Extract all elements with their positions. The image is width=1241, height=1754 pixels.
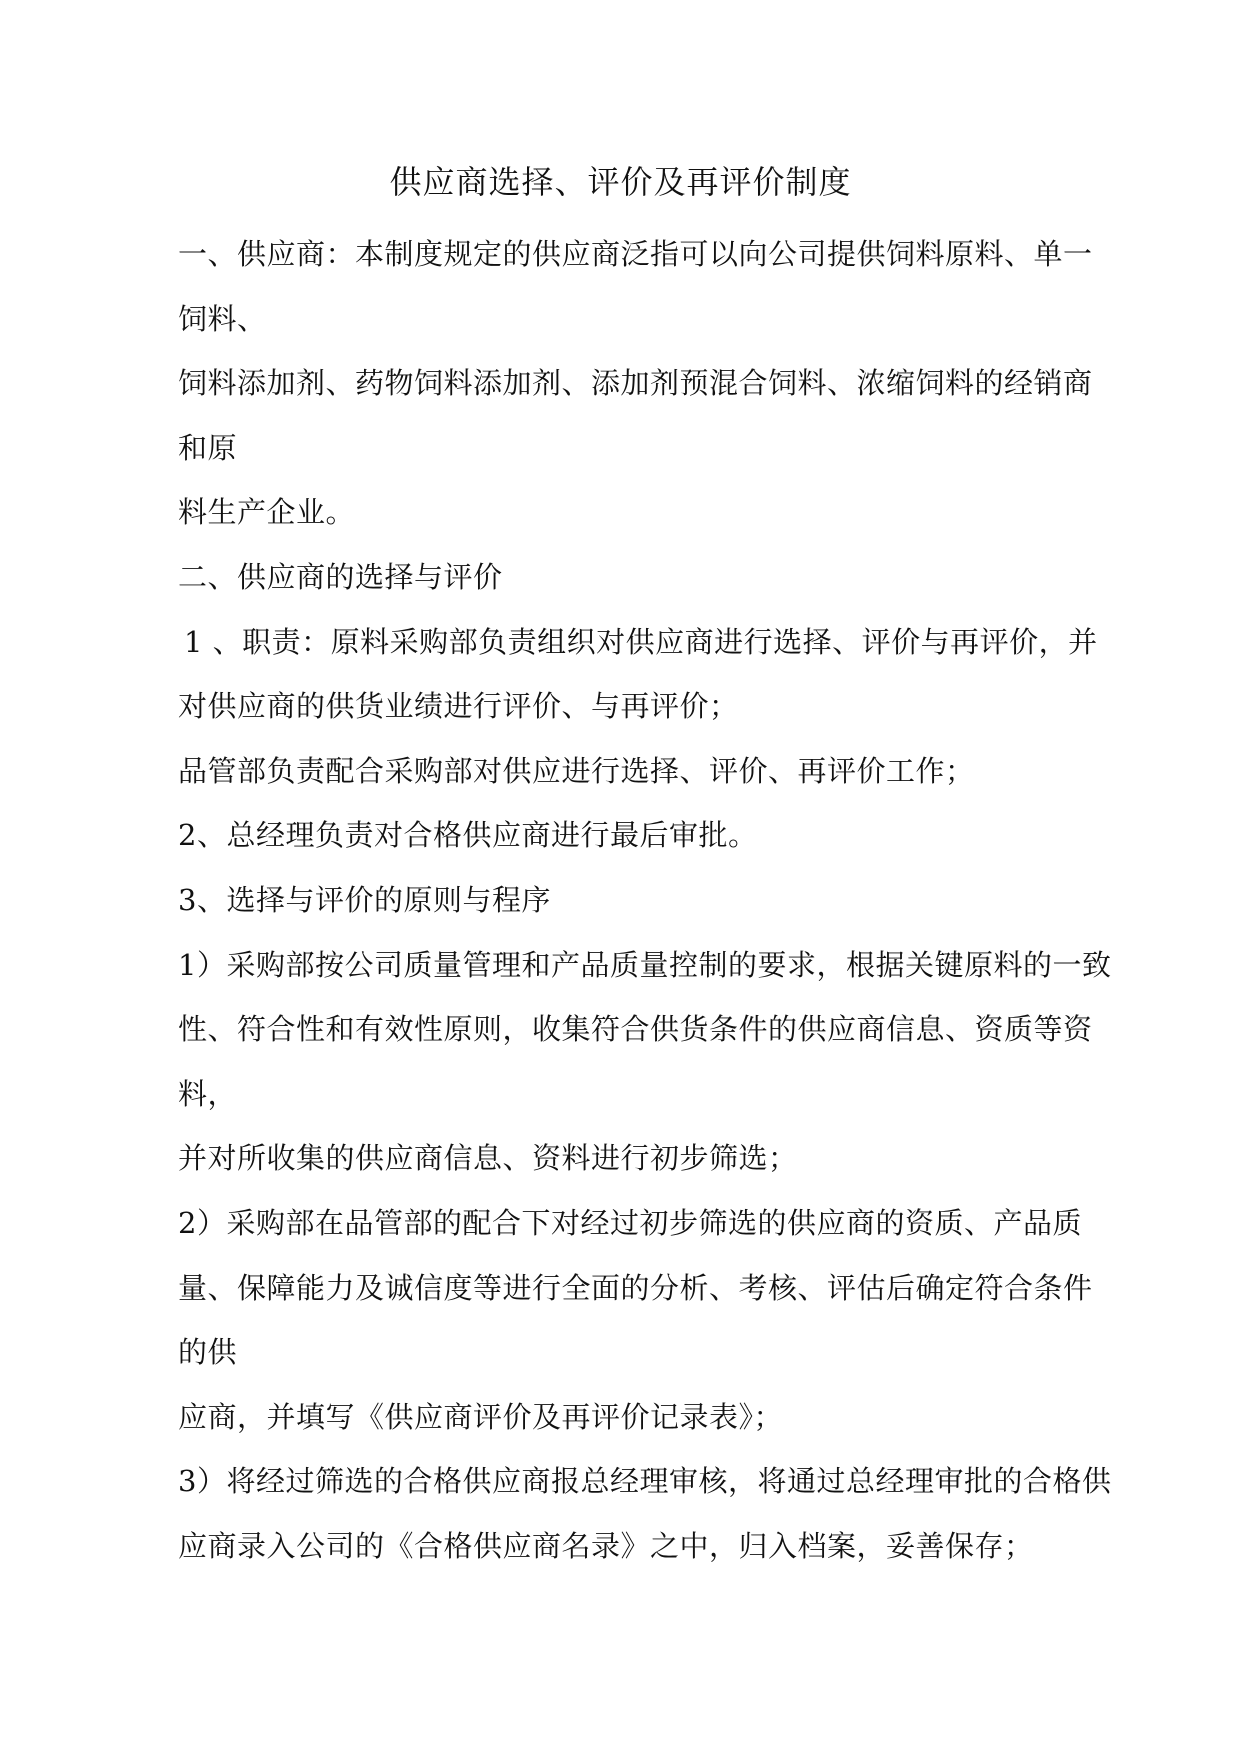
paragraph-line: 1 、职责：原料采购部负责组织对供应商进行选择、评价与再评价，并	[184, 624, 1098, 659]
paragraph-line: 一、供应商：本制度规定的供应商泛指可以向公司提供饲料原料、单一	[178, 237, 1093, 271]
paragraph-line: 饲料添加剂、药物饲料添加剂、添加剂预混合饲料、浓缩饲料的经销商	[178, 366, 1093, 401]
paragraph-line: 和原	[178, 430, 238, 465]
paragraph-line: 性、符合性和有效性原则，收集符合供货条件的供应商信息、资质等资	[178, 1012, 1093, 1047]
paragraph-line: 对供应商的供货业绩进行评价、与再评价；	[178, 689, 739, 724]
document-title: 供应商选择、评价及再评价制度	[389, 163, 852, 201]
paragraph-line: 量、保障能力及诚信度等进行全面的分析、考核、评估后确定符合条件	[178, 1270, 1093, 1305]
paragraph-line: 料生产企业。	[178, 495, 356, 530]
paragraph-line: 品管部负责配合采购部对供应进行选择、评价、再评价工作；	[178, 753, 975, 788]
paragraph-line: 应商录入公司的《合格供应商名录》之中，归入档案，妥善保存；	[178, 1528, 1034, 1563]
paragraph-line: 料，	[178, 1076, 238, 1111]
paragraph-line: 3、选择与评价的原则与程序	[178, 882, 551, 917]
paragraph-line: 2）采购部在品管部的配合下对经过初步筛选的供应商的资质、产品质	[178, 1205, 1082, 1240]
paragraph-line: 3）将经过筛选的合格供应商报总经理审核，将通过总经理审批的合格供	[178, 1464, 1112, 1499]
paragraph-line: 1）采购部按公司质量管理和产品质量控制的要求，根据关键原料的一致	[178, 947, 1112, 982]
paragraph-line: 应商，并填写《供应商评价及再评价记录表》；	[178, 1399, 784, 1434]
paragraph-line: 饲料、	[178, 301, 267, 336]
paragraph-line: 的供	[178, 1335, 238, 1370]
section-heading: 二、供应商的选择与评价	[178, 559, 503, 594]
paragraph-line: 并对所收集的供应商信息、资料进行初步筛选；	[178, 1141, 798, 1176]
document-body	[178, 222, 1112, 1578]
paragraph-line: 2、总经理负责对合格供应商进行最后审批。	[178, 818, 758, 853]
